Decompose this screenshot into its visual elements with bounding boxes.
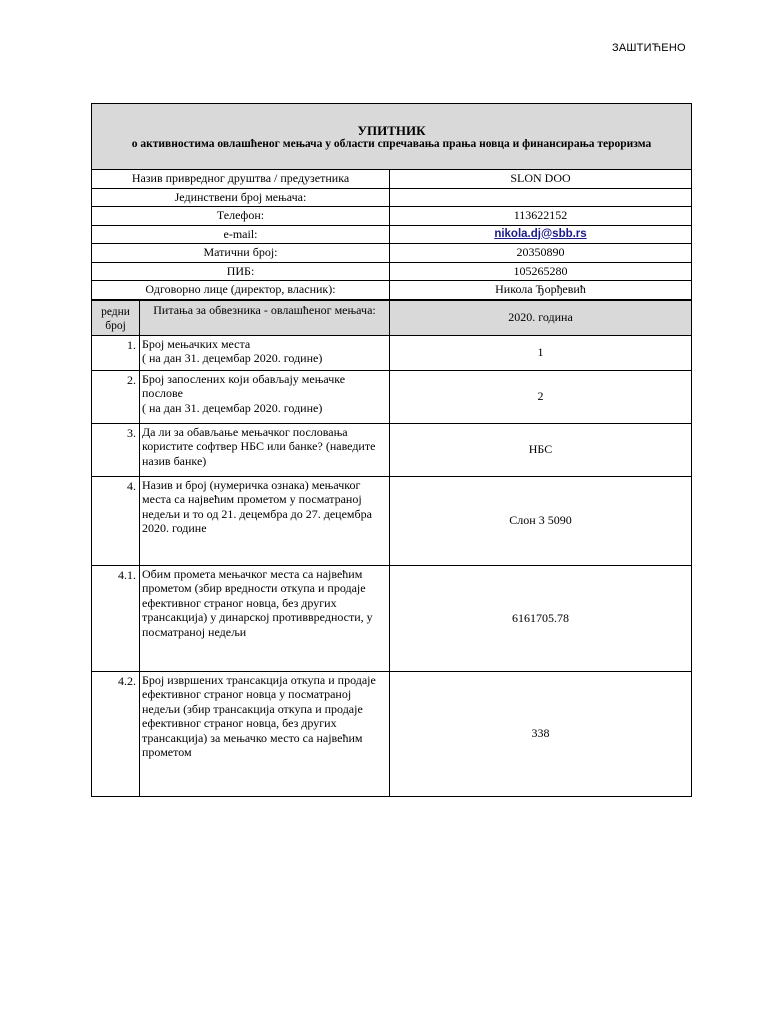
form-title: УПИТНИК [357,123,426,138]
question-text: Број запослених који обављају мењачке послове ( на дан 31. децембар 2020. године) [140,371,390,423]
question-row [92,336,691,371]
question-answer: НБС [528,442,553,456]
question-text: Обим промета мењачког места са највећим прометом (збир вредности откупа и продаје ефективног страног новца, без других трансакција) у динарској противвредности, у посматраној недељи [140,566,390,671]
info-row-responsible-person [92,281,691,300]
question-number: 2. [92,371,140,423]
info-row-tax-id [92,263,691,282]
exchange-id-value [390,189,691,207]
tax-id-label: ПИБ: [92,263,390,281]
exchange-id-label: Јединствени број мењача: [92,189,390,207]
question-number: 4. [92,477,140,565]
phone-label: Телефон: [92,207,390,225]
question-row [92,371,691,424]
question-number: 4.1. [92,566,140,671]
question-text: Број извршених трансакција откупа и продаје ефективног страног новца у посматраној недељи (збир трансакција откупа и продаје ефективног страног новца, без других трансакција) за мењачко место са највећим прометом [140,672,390,796]
tax-id-value: 105265280 [513,263,568,278]
company-name-value: SLON DOO [510,171,571,185]
info-row-phone [92,207,691,226]
info-row-registration [92,244,691,263]
info-row-company [92,170,691,189]
info-row-email [92,226,691,245]
question-row [92,477,691,566]
question-row [92,672,691,796]
question-row [92,424,691,477]
column-header-question: Питања за обвезника - овлашћеног мењача: [140,301,390,335]
question-answer: 2 [537,389,544,403]
email-label: e-mail: [92,226,390,244]
question-answer: 1 [537,345,544,359]
form-subtitle: о активностима овлашћеног мењача у области спречавања прања новца и финансирања тероризма [131,138,652,150]
classification-label: ЗАШТИЋЕНО [612,42,686,54]
question-text: Број мењачких места ( на дан 31. децембар 2020. године) [140,336,390,370]
question-answer: 6161705.78 [512,610,569,625]
registration-number-label: Матични број: [92,244,390,262]
question-row [92,566,691,672]
column-header-row [92,300,691,336]
responsible-person-value: Никола Ђорђевић [495,282,586,296]
phone-value: 113622152 [513,208,568,222]
question-text: Назив и број (нумеричка ознака) мењачког места са највећим прометом у посматраној недељи и то од 21. децембра до 27. децембра 2020. године [140,477,390,565]
question-text: Да ли за обављање мењачког пословања користите софтвер НБС или банке? (наведите назив банке) [140,424,390,476]
questionnaire-form [91,103,692,797]
question-number: 4.2. [92,672,140,796]
question-number: 1. [92,336,140,370]
responsible-person-label: Одговорно лице (директор, власник): [92,281,390,299]
email-link[interactable]: nikola.dj@sbb.rs [494,227,587,240]
company-name-label: Назив привредног друштва / предузетника [92,170,390,188]
column-header-number: редни број [92,301,140,335]
form-header [92,104,691,170]
question-answer: Слон 3 5090 [509,513,572,527]
registration-number-value: 20350890 [516,245,565,259]
question-number: 3. [92,424,140,476]
question-answer: 338 [531,726,550,740]
info-row-exchange-id [92,189,691,208]
column-header-year: 2020. година [508,310,573,324]
